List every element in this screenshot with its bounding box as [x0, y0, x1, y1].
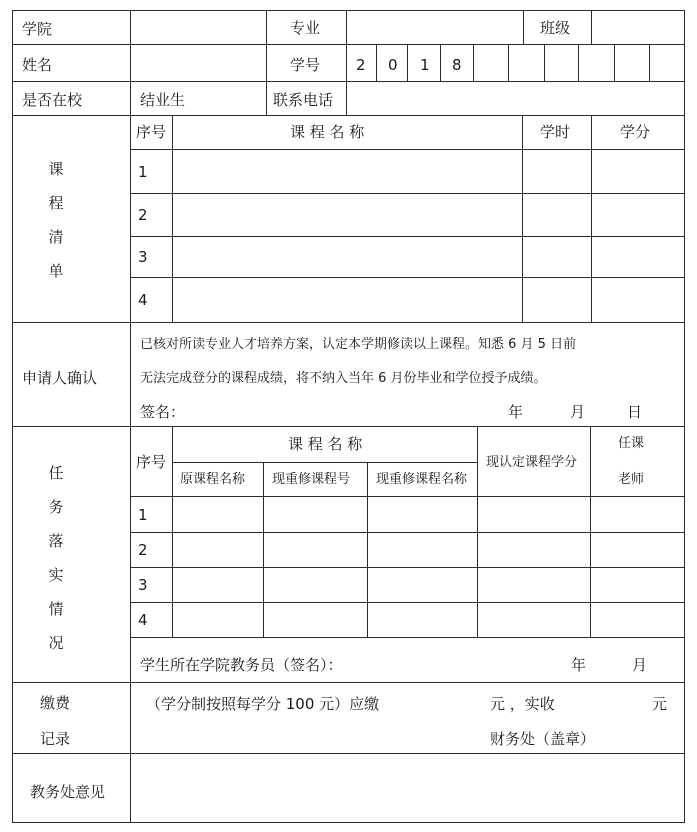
border-line: [440, 44, 441, 82]
at-school-label: 是否在校: [22, 91, 83, 109]
student-id-digit: 1: [420, 56, 430, 74]
border-line: [12, 115, 685, 116]
date-day-label: 日: [627, 403, 643, 421]
task-section-char: 情: [48, 600, 64, 618]
col-course-name-header: 课 程 名 称: [290, 123, 365, 141]
phone-label: 联系电话: [273, 91, 334, 109]
payment-label-line-2: 记录: [40, 730, 71, 748]
border-line: [12, 822, 685, 823]
major-label: 专业: [290, 19, 321, 37]
border-line: [367, 462, 368, 638]
border-line: [684, 10, 685, 823]
border-line: [578, 44, 579, 82]
border-line: [12, 81, 685, 82]
border-line: [130, 277, 685, 278]
border-line: [263, 462, 264, 638]
border-line: [376, 44, 377, 82]
border-line: [346, 81, 347, 116]
task-col-seq-header: 序号: [136, 453, 167, 471]
task-section-char: 务: [48, 498, 64, 516]
course-row-number: 2: [138, 206, 148, 224]
payment-label-line-1: 缴费: [40, 694, 71, 712]
task-row-number: 3: [138, 576, 148, 594]
col-hours-header: 学时: [540, 123, 571, 141]
task-row-number: 4: [138, 611, 148, 629]
border-line: [12, 10, 13, 823]
course-list-char: 单: [48, 262, 64, 280]
finance-office-seal: 财务处（盖章）: [490, 730, 596, 748]
border-line: [591, 115, 592, 323]
col-credits-header: 学分: [620, 123, 651, 141]
border-line: [12, 426, 685, 427]
task-col-teacher-line-2: 老师: [618, 472, 645, 487]
task-row-number: 1: [138, 506, 148, 524]
task-col-teacher-line-1: 任课: [618, 436, 645, 451]
border-line: [130, 10, 131, 823]
course-row-number: 3: [138, 248, 148, 266]
student-id-digit: 2: [356, 56, 366, 74]
border-line: [473, 44, 474, 82]
signature-label: 签名：: [140, 403, 186, 421]
border-line: [508, 44, 509, 82]
date-month-label: 月: [570, 403, 586, 421]
task-row-number: 2: [138, 541, 148, 559]
border-line: [523, 10, 524, 45]
at-school-value: 结业生: [140, 91, 186, 109]
border-line: [544, 44, 545, 82]
border-line: [12, 682, 685, 683]
task-date-month-label: 月: [632, 656, 648, 674]
border-line: [12, 44, 685, 45]
border-line: [12, 10, 685, 11]
border-line: [591, 10, 592, 45]
staff-signature-label: 学生所在学院教务员（签名）：: [140, 656, 343, 674]
task-col-retake-code: 现重修课程号: [272, 472, 351, 487]
confirmation-line-1: 已核对所读专业人才培养方案，认定本学期修读以上课程。知悉 6 月 5 日前: [140, 337, 577, 352]
border-line: [649, 44, 650, 82]
border-line: [130, 193, 685, 194]
col-seq-header: 序号: [136, 123, 167, 141]
border-line: [130, 236, 685, 237]
task-col-course-name-group: 课 程 名 称: [288, 435, 363, 453]
border-line: [130, 567, 685, 568]
border-line: [130, 602, 685, 603]
college-label: 学院: [22, 20, 53, 38]
border-line: [172, 115, 173, 323]
task-section-char: 任: [48, 464, 64, 482]
course-list-char: 程: [48, 194, 64, 212]
office-opinion-label: 教务处意见: [30, 783, 106, 801]
student-id-digit: 0: [388, 56, 398, 74]
class-label: 班级: [540, 19, 571, 37]
task-col-retake-name: 现重修课程名称: [376, 472, 468, 487]
border-line: [12, 322, 685, 323]
task-section-char: 实: [48, 566, 64, 584]
course-list-char: 课: [48, 160, 64, 178]
course-list-char: 清: [48, 228, 64, 246]
border-line: [130, 637, 685, 638]
date-year-label: 年: [508, 403, 524, 421]
border-line: [12, 753, 685, 754]
task-section-char: 况: [48, 634, 64, 652]
task-col-credits: 现认定课程学分: [486, 455, 578, 470]
payment-text: （学分制按照每学分 100 元）应缴: [146, 695, 380, 713]
border-line: [266, 10, 267, 116]
course-row-number: 4: [138, 291, 148, 309]
task-date-year-label: 年: [571, 656, 587, 674]
border-line: [172, 462, 477, 463]
payment-actual-label: 元 ，实收: [490, 695, 555, 713]
student-id-label: 学号: [290, 56, 321, 74]
border-line: [614, 44, 615, 82]
border-line: [522, 115, 523, 323]
border-line: [172, 426, 173, 638]
task-col-original-name: 原课程名称: [180, 472, 246, 487]
student-id-digit: 8: [452, 56, 462, 74]
border-line: [130, 532, 685, 533]
border-line: [590, 426, 591, 638]
border-line: [346, 10, 347, 82]
confirmation-label: 申请人确认: [22, 369, 98, 387]
payment-yuan-label: 元: [652, 695, 668, 713]
border-line: [407, 44, 408, 82]
confirmation-line-2: 无法完成登分的课程成绩，将不纳入当年 6 月份毕业和学位授予成绩。: [140, 371, 547, 386]
border-line: [130, 149, 685, 150]
name-label: 姓名: [22, 56, 53, 74]
course-row-number: 1: [138, 163, 148, 181]
border-line: [130, 496, 685, 497]
border-line: [477, 426, 478, 638]
task-section-char: 落: [48, 532, 64, 550]
